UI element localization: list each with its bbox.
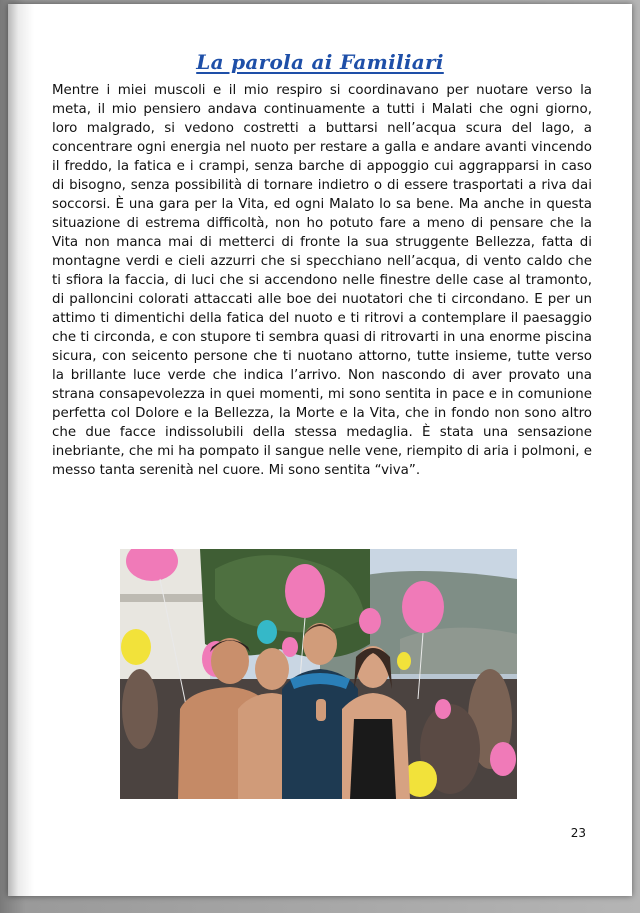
page-number: 23: [570, 826, 586, 840]
group-photo: [120, 549, 517, 799]
body-paragraph: Mentre i miei muscoli e il mio respiro si coordinavano per nuotare verso la meta, il mio pensiero andava continuamente a tutti i Malati che ogni giorno, loro malgrado, si vedono costretti a buttarsi nell’acqua scura del lago, a concentrare ogni energia nel nuoto per restare a galla e andare avanti vincendo il freddo, la fatica e i crampi, senza barche di appoggio cui aggrapparsi in caso di bisogno, senza possibilità di tornare indietro o di essere trasportati a riva dai soccorsi. È una gara per la Vita, ed ogni Malato lo sa bene. Ma anche in questa situazione di estrema difficoltà, non ho potuto fare a meno di pensare che la Vita non manca mai di metterci di fronte la sua struggente Bellezza, fatta di montagne verdi e cieli azzurri che si specchiano nell’acqua, di vento caldo che ti sfiora la faccia, di luci che si accendono nelle finestre delle case al tramonto, di palloncini colorati attaccati alle boe dei nuotatori che ti circondano. E per un attimo ti dimentichi della fatica del nuoto e ti ritrovi a contemplare il paesaggio che ti circonda, e con stupore ti sembra quasi di ritrovarti in una enorme piscina sicura, con seicento persone che ti nuotano attorno, tutte insieme, tutte verso la brillante luce verde che indica l’arrivo. Non nascondo di aver provato una strana consapevolezza in quei momenti, mi sono sentita in pace e in comunione perfetta col Dolore e la Bellezza, la Morte e la Vita, che in fondo non sono altro che due facce indissolubili della stessa medaglia. È stata una sensazione inebriante, che mi ha pompato il sangue nelle vene, riempito di aria i polmoni, e messo tanta serenità nel cuore. Mi sono sentita “viva”.: [52, 83, 592, 478]
group-photo-illustration: [120, 549, 517, 799]
document-page: [8, 4, 632, 896]
page-title: La parola ai Familiari: [196, 50, 444, 74]
